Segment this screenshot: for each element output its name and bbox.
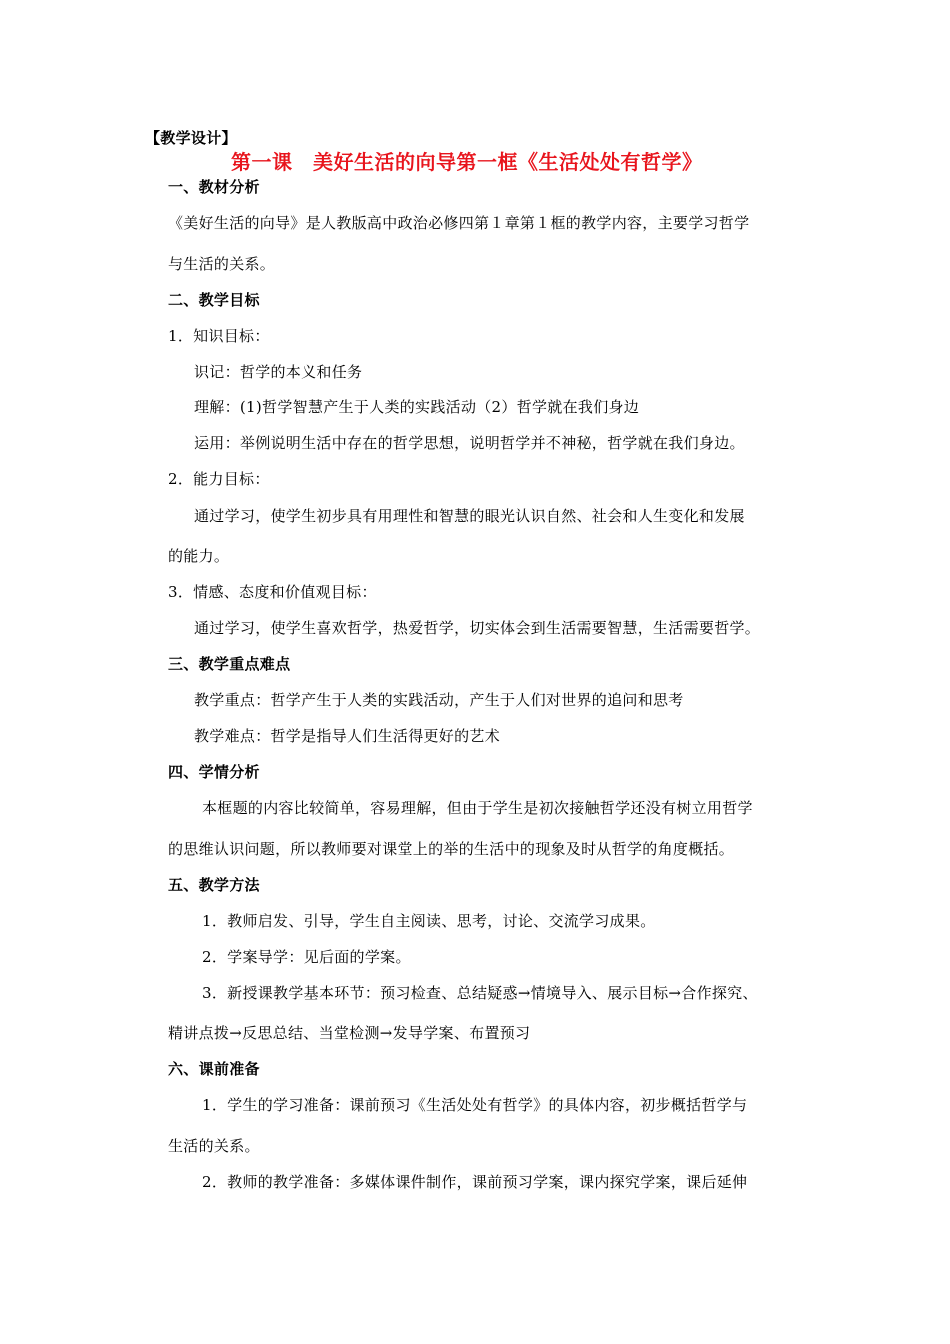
list-item: 2．教师的教学准备：多媒体课件制作，课前预习学案，课内探究学案，课后延伸 — [202, 1173, 748, 1191]
paragraph-line: 精讲点拨→反思总结、当堂检测→发导学案、布置预习 — [168, 1024, 531, 1042]
paragraph-line: 本框题的内容比较简单，容易理解，但由于学生是初次接触哲学还没有树立用哲学 — [202, 799, 753, 817]
list-item: 3．新授课教学基本环节：预习检查、总结疑惑→情境导入、展示目标→合作探究、 — [202, 984, 758, 1002]
paragraph-line: 《美好生活的向导》是人教版高中政治必修四第１章第１框的教学内容，主要学习哲学 — [168, 214, 750, 232]
list-item: 2．学案导学：见后面的学案。 — [202, 948, 411, 966]
list-item: 1．教师启发、引导，学生自主阅读、思考，讨论、交流学习成果。 — [202, 912, 656, 930]
section-heading-materials: 一、教材分析 — [168, 178, 260, 196]
subheading-knowledge: 1．知识目标： — [168, 327, 270, 345]
subheading-ability: 2．能力目标： — [168, 470, 270, 488]
list-item: 运用：举例说明生活中存在的哲学思想，说明哲学并不神秘，哲学就在我们身边。 — [194, 434, 745, 452]
paragraph-line: 生活的关系。 — [168, 1137, 260, 1155]
paragraph-line: 的能力。 — [168, 547, 230, 565]
subheading-emotion: 3．情感、态度和价值观目标： — [168, 583, 377, 601]
section-heading-preparation: 六、课前准备 — [168, 1060, 260, 1078]
list-item: 识记：哲学的本义和任务 — [194, 363, 363, 381]
paragraph-line: 通过学习，使学生喜欢哲学，热爱哲学，切实体会到生活需要智慧，生活需要哲学。 — [194, 619, 761, 637]
section-heading-key-points: 三、教学重点难点 — [168, 655, 291, 673]
document-label: 【教学设计】 — [145, 129, 237, 147]
paragraph-line: 与生活的关系。 — [168, 255, 276, 273]
section-heading-methods: 五、教学方法 — [168, 876, 260, 894]
section-heading-student-analysis: 四、学情分析 — [168, 763, 260, 781]
list-item: 1．学生的学习准备：课前预习《生活处处有哲学》的具体内容，初步概括哲学与 — [202, 1096, 748, 1114]
paragraph-line: 的思维认识问题，所以教师要对课堂上的举的生活中的现象及时从哲学的角度概括。 — [168, 840, 735, 858]
section-heading-objectives: 二、教学目标 — [168, 291, 260, 309]
list-item: 教学难点：哲学是指导人们生活得更好的艺术 — [194, 727, 501, 745]
paragraph-line: 通过学习，使学生初步具有用理性和智慧的眼光认识自然、社会和人生变化和发展 — [194, 507, 745, 525]
list-item: 教学重点：哲学产生于人类的实践活动，产生于人们对世界的追问和思考 — [194, 691, 684, 709]
document-title: 第一课 美好生活的向导第一框《生活处处有哲学》 — [231, 150, 703, 174]
list-item: 理解：(1)哲学智慧产生于人类的实践活动（2）哲学就在我们身边 — [194, 398, 640, 416]
